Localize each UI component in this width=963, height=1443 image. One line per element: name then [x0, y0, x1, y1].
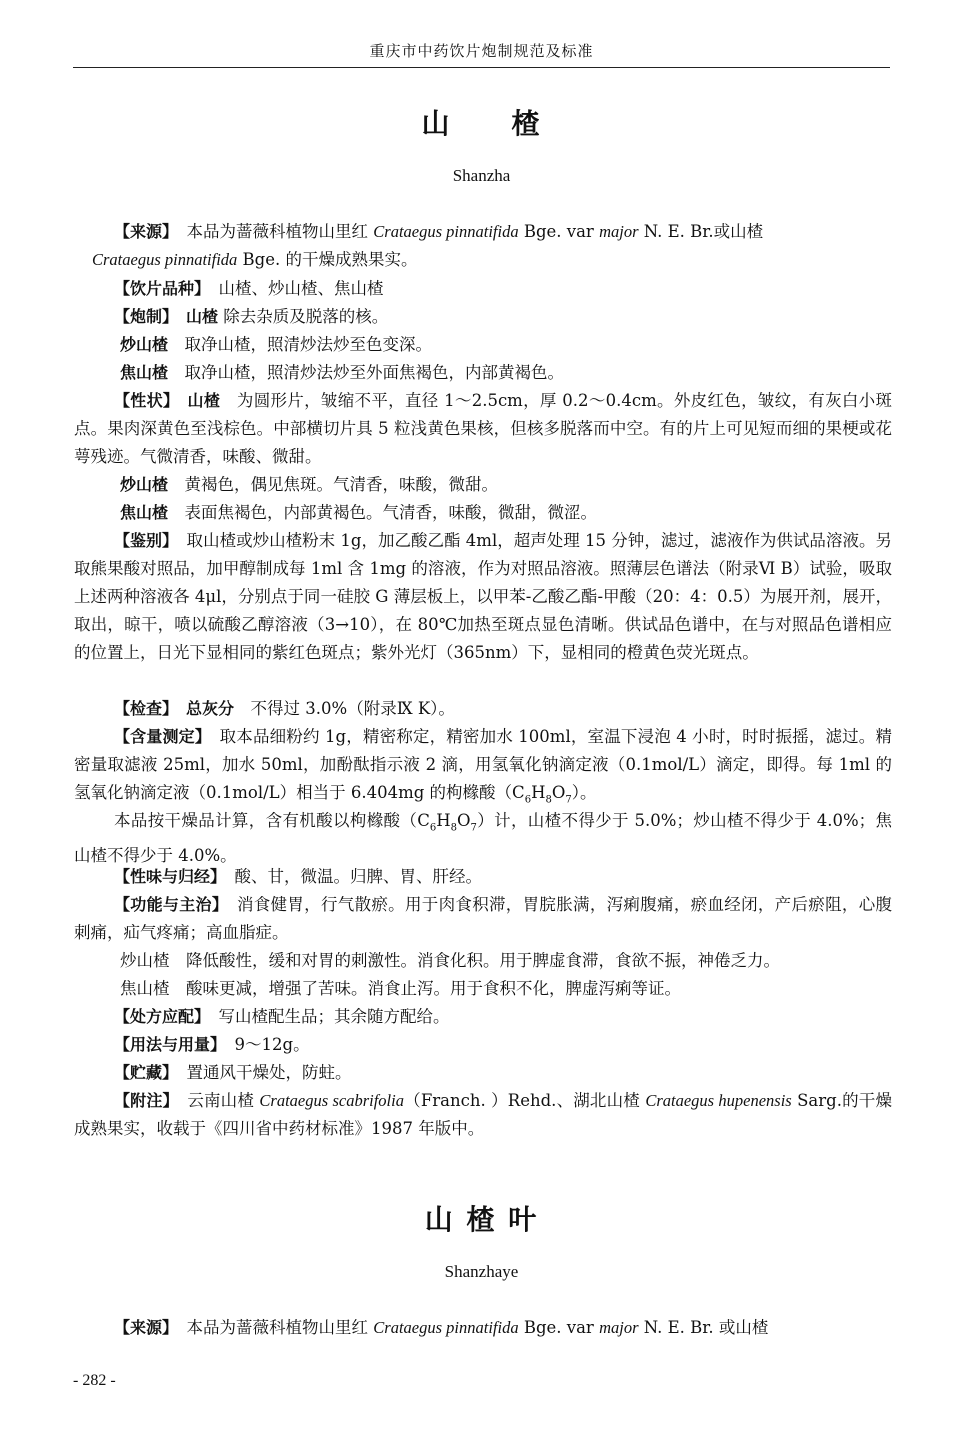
text: 不得过 3.0%（附录Ⅸ K）。 [234, 699, 455, 718]
text: 本品为蔷薇科植物山里红 [170, 222, 374, 241]
text: 9～12g。 [218, 1035, 310, 1054]
sub-heading: 炒山楂 [120, 335, 169, 354]
text: ）。 [571, 783, 597, 802]
latin-name: Crataegus pinnatifida [373, 1318, 519, 1337]
section-storage [74, 1059, 892, 1087]
section-assay [74, 723, 892, 814]
section-heading: 【性状】 [114, 391, 172, 410]
latin-name: Crataegus hupenensis [645, 1091, 792, 1110]
section-heading: 【附注】 [114, 1091, 171, 1110]
text: 酸、甘，微温。归脾、胃、肝经。 [218, 867, 483, 886]
page-number: - 282 - [73, 1372, 116, 1389]
text: 取净山楂，照清炒法炒至色变深。 [168, 335, 433, 354]
latin-name: Crataegus scabrifolia [259, 1091, 404, 1110]
latin-name: major [599, 1318, 639, 1337]
subscript: 8 [450, 822, 457, 834]
text: 黄褐色，偶见焦斑。气清香，味酸，微甜。 [168, 475, 499, 494]
text: H [531, 783, 546, 802]
latin-name: major [599, 222, 639, 241]
text: （Franch. ）Rehd.、湖北山楂 [403, 1091, 646, 1110]
char-charred [74, 499, 892, 527]
subscript: 6 [524, 794, 532, 806]
sub-heading: 焦山楂 [120, 979, 170, 998]
text: 云南山楂 [170, 1091, 260, 1110]
text: 为圆形片，皱缩不平，直径 1～2.5cm，厚 0.2～0.4cm。外皮红色，皱纹，有灰白小斑点。果肉深黄色至浅棕色。中部横切片具 5 粒浅黄色果核，但核多脱落而中空。有的片上可见短而细的果梗或花萼残迹。气微清香，味酸、微甜。 [74, 391, 892, 466]
section-heading: 【鉴别】 [114, 531, 171, 550]
section-heading: 【贮藏】 [114, 1063, 171, 1082]
section-source [74, 218, 892, 274]
sub-heading: 总灰分 [170, 699, 235, 718]
latin-name: Crataegus pinnatifida [92, 250, 238, 269]
subscript: 8 [545, 794, 552, 806]
section-check [74, 695, 892, 723]
sub-heading: 山楂 [170, 307, 219, 326]
text: 除去杂质及脱落的核。 [218, 307, 389, 326]
text: ）计，山楂不得少于 5.0%；炒山楂不得少于 4.0%；焦山楂不得少于 4.0%。 [74, 811, 893, 866]
latin-name: Crataegus pinnatifida [373, 222, 519, 241]
text: 置通风干燥处，防蛀。 [170, 1063, 352, 1082]
section-heading: 【来源】 [114, 1318, 171, 1337]
section-taste-meridian [74, 863, 892, 891]
text: 取山楂或炒山楂粉末 1g，加乙酸乙酯 4ml，超声处理 15 分钟，滤过，滤液作为供试品溶液。另取熊果酸对照品，加甲醇制成每 1ml 含 1mg 的溶液，作为对照品溶液。照薄层色谱法（附录Ⅵ B）试验，吸取上述两种溶液各 4μl，分别点于同一硅胶 G 薄层板上，以甲苯-乙酸乙酯-甲酸（20：4：0.5）为展开剂，展开，取出，晾干，喷以硫酸乙醇溶液（3→10），在 80℃加热至斑点显色清晰。供试品色谱中，在与对照品色谱相应的位置上，日光下显相同的紫红色斑点；紫外光灯（365nm）下，显相同的橙黄色荧光斑点。 [74, 531, 892, 662]
section-variety [74, 275, 892, 303]
section-note [74, 1087, 892, 1143]
section-heading: 【饮片品种】 [114, 279, 203, 298]
text: 表面焦褐色，内部黄褐色。气清香，味酸，微甜，微涩。 [168, 503, 598, 522]
text: O [551, 783, 566, 802]
text: 写山楂配生品；其余随方配给。 [202, 1007, 450, 1026]
text: N. E. Br. 或山楂 [638, 1318, 769, 1337]
text: 取净山楂，照清炒法炒至外面焦褐色，内部黄褐色。 [168, 363, 565, 382]
char-fried [74, 471, 892, 499]
text: 本品按干燥品计算，含有机酸以枸橼酸（C [114, 811, 430, 830]
process-fried [74, 331, 892, 359]
section-heading: 【处方应配】 [114, 1007, 203, 1026]
section-usage [74, 1031, 892, 1059]
entry-pinyin: Shanzhaye [444, 1262, 519, 1281]
section-heading: 【性味与归经】 [114, 867, 219, 886]
text: 酸味更减，增强了苦味。消食止泻。用于食积不化，脾虚泻痢等证。 [169, 979, 681, 998]
assay-content-limit [74, 807, 892, 870]
text: O [457, 811, 471, 830]
section-process [74, 303, 892, 331]
sub-heading: 炒山楂 [120, 951, 170, 970]
section-source [74, 1314, 892, 1342]
text: H [436, 811, 451, 830]
section-heading: 【炮制】 [114, 307, 171, 326]
subscript: 7 [565, 794, 572, 806]
sub-heading: 焦山楂 [120, 363, 169, 382]
entry-title: 山 楂 [421, 107, 542, 140]
running-header: 重庆市中药饮片炮制规范及标准 [73, 40, 890, 68]
subscript: 6 [429, 822, 437, 834]
section-heading: 【含量测定】 [114, 727, 203, 746]
text: Sarg.的干燥成熟果实，收载于《四川省中药材标准》1987 年版中。 [74, 1091, 892, 1138]
text: 取本品细粉约 1g，精密称定，精密加水 100ml，室温下浸泡 4 小时，时时振摇，滤过。精密量取滤液 25ml，加水 50ml，加酚酞指示液 2 滴，用氢氧化钠滴定液（0.1mol/L）滴定，即得。每 1ml 的氢氧化钠滴定液（0.1mol/L）相当于 6.404mg 的枸橼酸（C [74, 727, 892, 802]
function-charred [74, 975, 892, 1003]
section-identification [74, 527, 892, 667]
sub-heading: 山楂 [171, 391, 221, 410]
section-heading: 【检查】 [114, 699, 171, 718]
section-heading: 【用法与用量】 [114, 1035, 219, 1054]
section-heading: 【功能与主治】 [114, 895, 221, 914]
subscript: 7 [470, 822, 477, 834]
process-charred [74, 359, 892, 387]
text: N. E. Br.或山楂 [638, 222, 764, 241]
section-function [74, 891, 892, 947]
text: 山楂、炒山楂、焦山楂 [202, 279, 384, 298]
entry-pinyin: Shanzha [452, 166, 511, 185]
section-prescription [74, 1003, 892, 1031]
text: 降低酸性，缓和对胃的刺激性。消食化积。用于脾虚食滞，食欲不振，神倦乏力。 [169, 951, 780, 970]
entry-title: 山 楂 叶 [424, 1203, 539, 1236]
function-fried [74, 947, 892, 975]
text: Bge. 的干燥成熟果实。 [237, 250, 418, 269]
text: 消食健胃，行气散瘀。用于肉食积滞，胃脘胀满，泻痢腹痛，瘀血经闭，产后瘀阻，心腹刺痛，疝气疼痛；高血脂症。 [74, 895, 892, 942]
section-heading: 【来源】 [114, 222, 171, 241]
text: 本品为蔷薇科植物山里红 [170, 1318, 374, 1337]
sub-heading: 炒山楂 [120, 475, 169, 494]
sub-heading: 焦山楂 [120, 503, 169, 522]
text: Bge. var [518, 222, 600, 241]
text: Bge. var [518, 1318, 600, 1337]
section-characteristics [74, 387, 892, 471]
